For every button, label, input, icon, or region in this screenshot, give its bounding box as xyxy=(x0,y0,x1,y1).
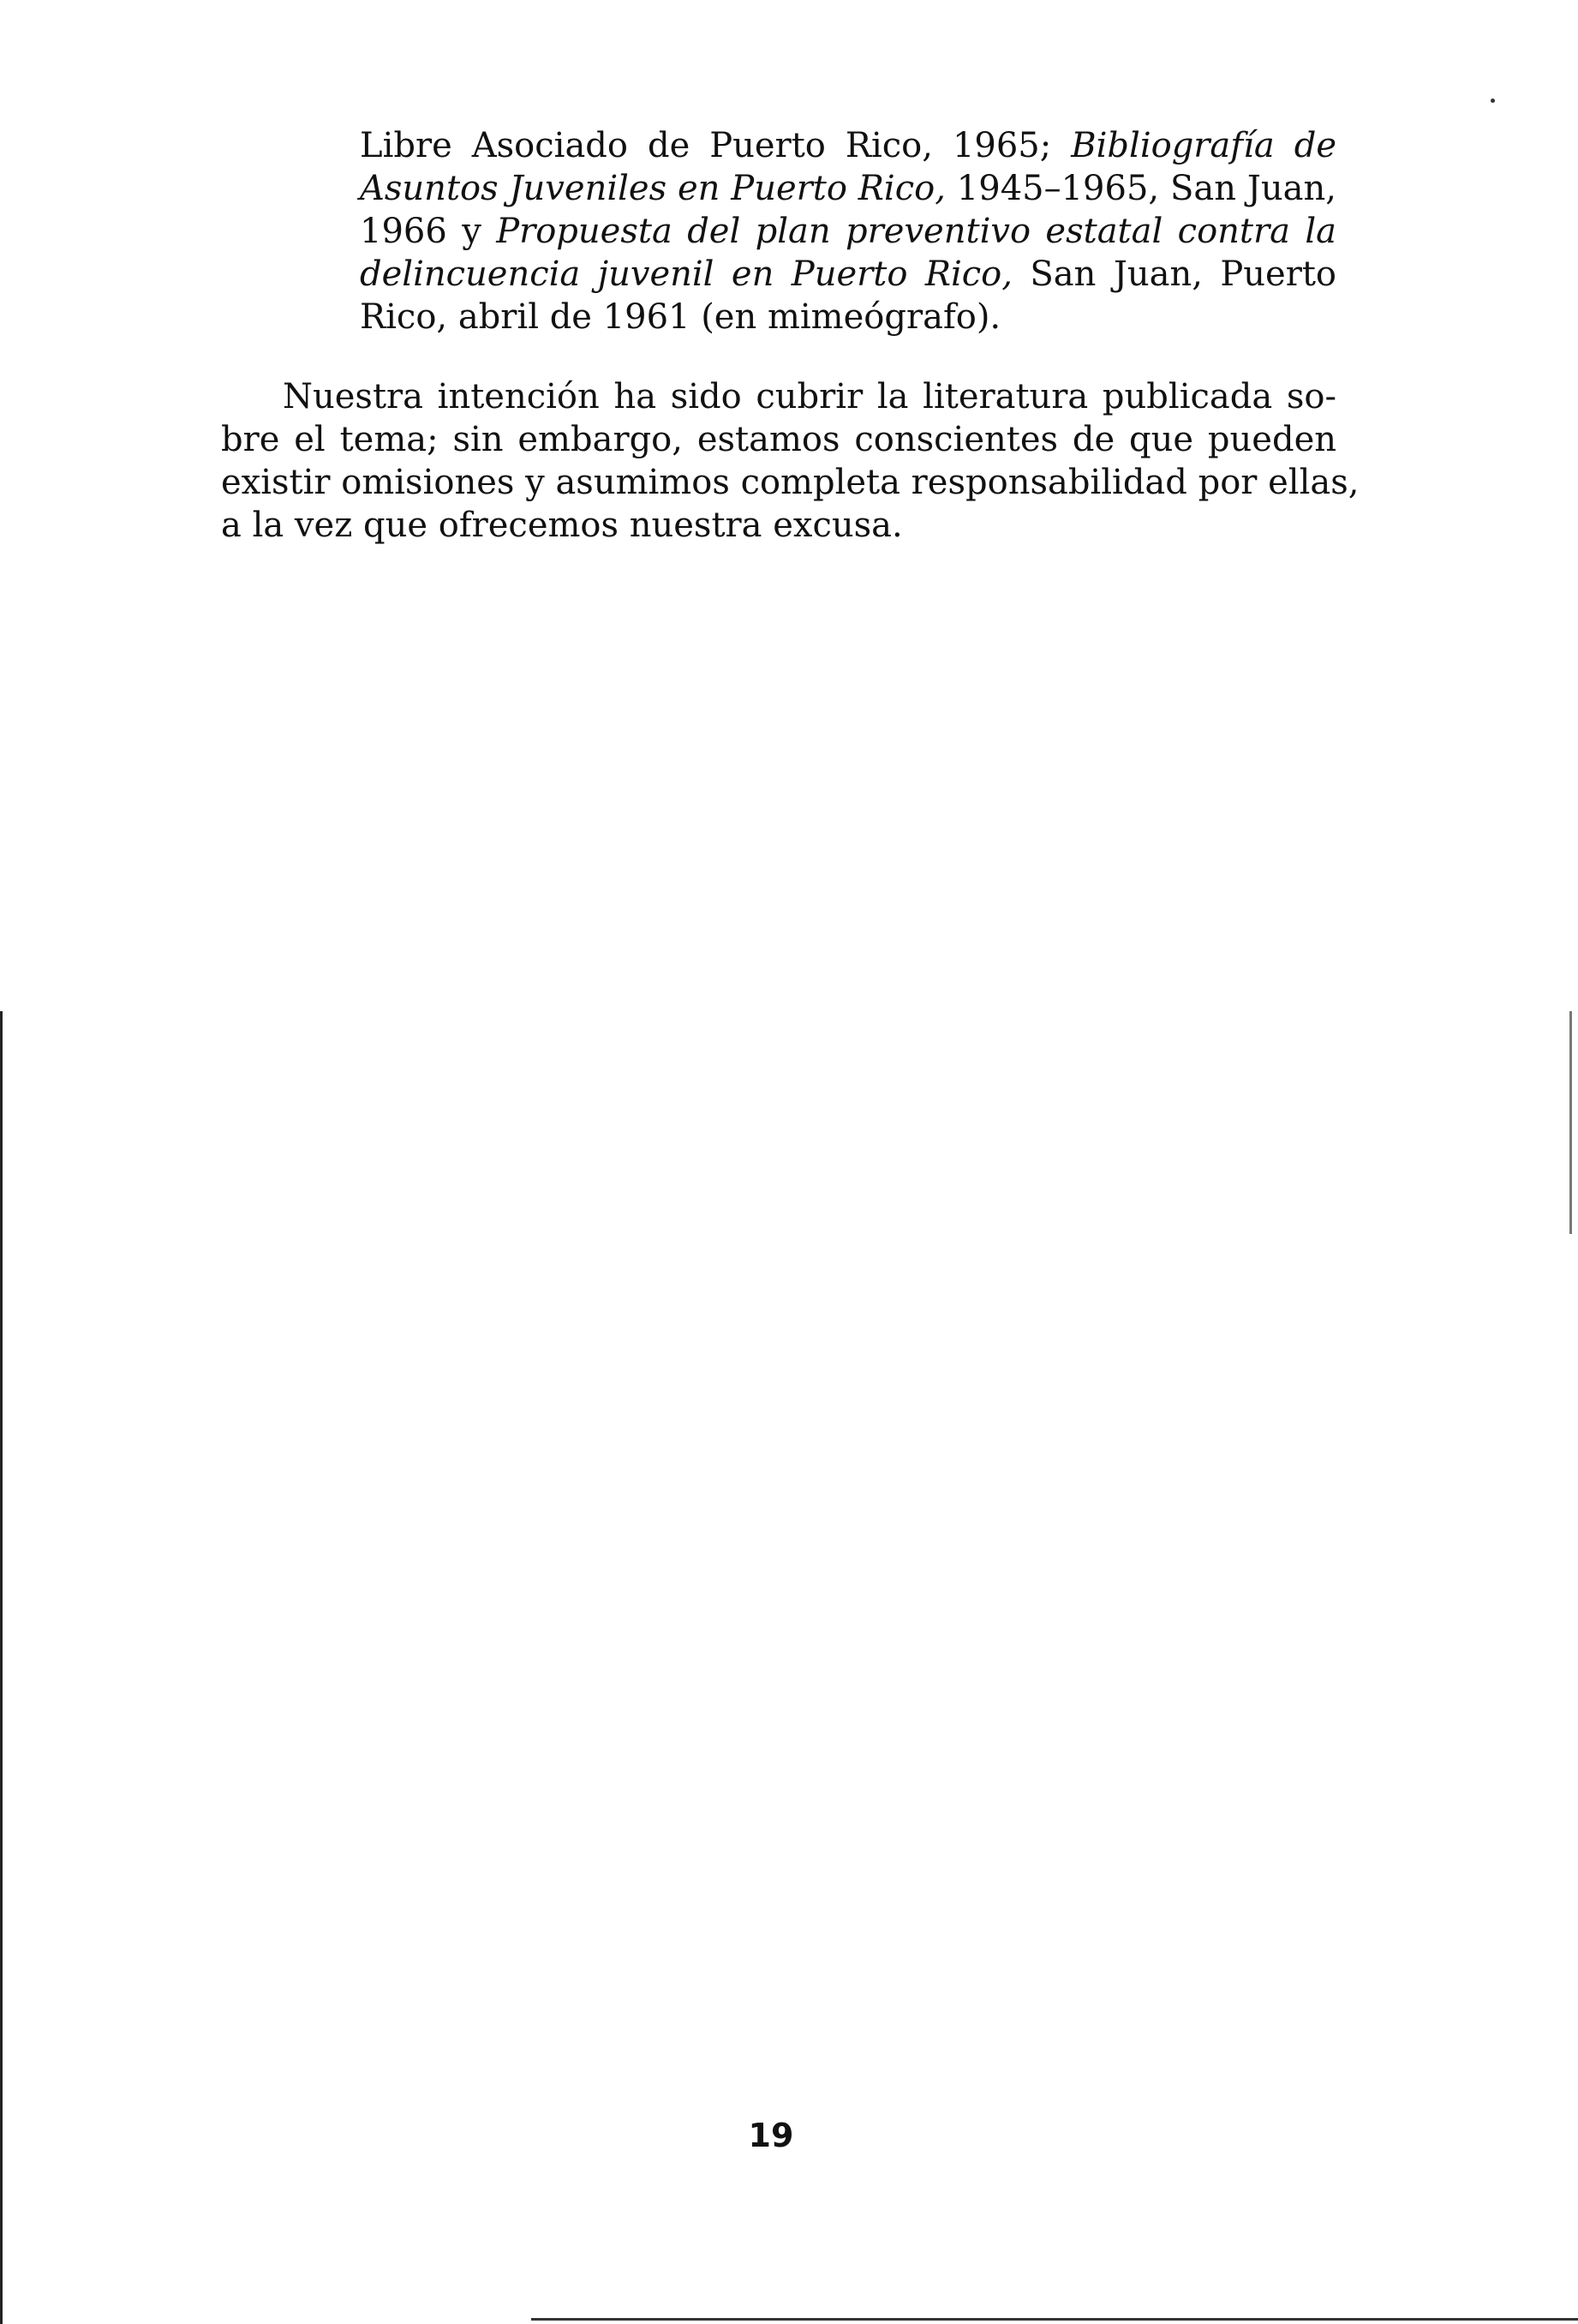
paragraph-line-1: Nuestra intención ha sido cubrir la literatura publicada so- xyxy=(283,377,1336,416)
scan-speck xyxy=(1491,99,1495,103)
reference-line-4: delincuencia juvenil en Puerto Rico, San Juan, Puerto xyxy=(360,255,1337,294)
paragraph-line-3: existir omisiones y asumimos completa responsabilidad por ellas, xyxy=(221,463,1360,502)
body-paragraph xyxy=(221,375,1360,547)
scan-edge-left xyxy=(0,1011,3,2324)
reference-line-1: Libre Asociado de Puerto Rico, 1965; Bibliografía de xyxy=(360,126,1336,165)
paragraph-line-4: a la vez que ofrecemos nuestra excusa. xyxy=(221,506,903,545)
page-number: 19 xyxy=(748,2117,794,2154)
reference-continuation xyxy=(360,124,1336,338)
scan-edge-bottom xyxy=(531,2318,1578,2321)
reference-line-2: Asuntos Juveniles en Puerto Rico, 1945–1965, San Juan, xyxy=(360,169,1336,208)
reference-line-3: 1966 y Propuesta del plan preventivo estatal contra la xyxy=(360,212,1336,251)
paragraph-line-2: bre el tema; sin embargo, estamos conscientes de que pueden xyxy=(221,420,1336,459)
reference-line-5: Rico, abril de 1961 (en mimeógrafo). xyxy=(360,297,1001,337)
scan-edge-right xyxy=(1569,1011,1572,1234)
